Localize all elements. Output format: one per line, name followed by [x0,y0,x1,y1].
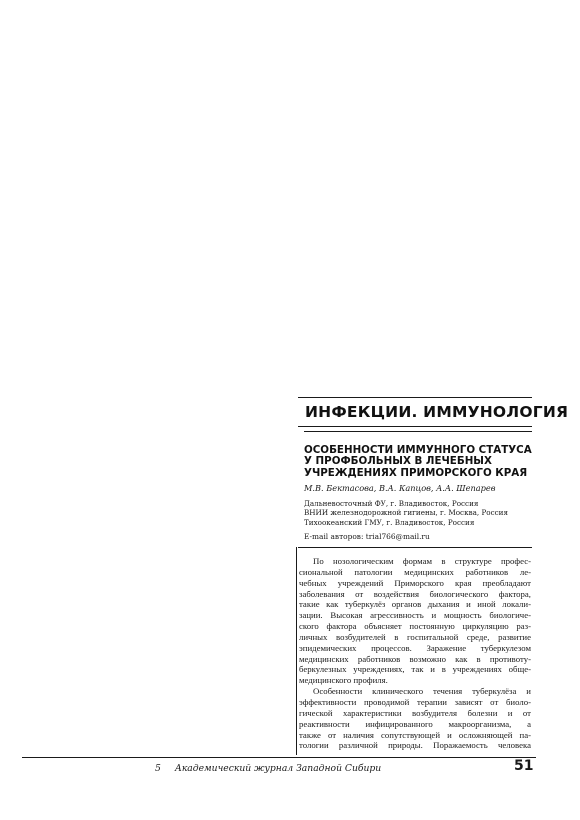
article-title-line: У ПРОФБОЛЬНЫХ В ЛЕЧЕБНЫХ [304,455,492,468]
affiliation-line: Тихоокеанский ГМУ, г. Владивосток, Россия [304,517,475,527]
section-rule-top [298,397,532,398]
body-line: беркулезных учреждениях, так и в учреждениях обще- [299,664,531,675]
body-line: медицинского профиля. [299,675,388,686]
body-line: реактивности инфицированного макроорганизма, а [299,718,531,729]
body-line: медицинских работников возможно как в противоту- [299,653,531,664]
article-authors: М.В. Бектасова, В.А. Капцов, А.А. Шепарев [304,483,496,493]
footer-rule [22,757,536,758]
body-line: По нозологическим формам в структуре профес- [313,556,531,566]
affiliation-line: Дальневосточный ФУ, г. Владивосток, Россия [304,499,479,508]
article-title-line: ОСОБЕННОСТИ ИММУННОГО СТАТУСА [304,444,532,456]
body-line: тологии различной природы. Поражаемость человека [299,740,531,751]
body-line: эпидемических процессов. Заражение туберкулезом [299,642,531,653]
article-title-line: УЧРЕЖДЕНИЯХ ПРИМОРСКОГО КРАЯ [304,466,528,479]
body-line: эффективности проводимой терапии зависят от биоло- [299,696,531,707]
body-rule-top [298,547,532,548]
journal-volume: 5 [155,763,161,774]
article-title [304,445,544,479]
body-line: зации. Высокая агрессивность и мощность биологиче- [299,610,531,621]
body-column-rule [296,547,297,755]
title-rule [304,431,532,432]
journal-name: Академический журнал Западной Сибири [174,763,382,774]
author-email: E-mail авторов: trial766@mail.ru [304,532,430,541]
body-line: также от наличия сопутствующей и осложняющей па- [299,729,531,740]
body-line: гической характеристики возбудителя болезни и от [299,707,531,718]
body-line: Особенности клинического течения туберкулёза и [313,686,531,697]
section-rule-bottom [298,426,532,427]
body-line: личных возбудителей в госпитальной среде, развитие [299,631,531,642]
running-footer [155,763,381,774]
body-line: такие как туберкулёз органов дыхания и иной локали- [299,599,531,610]
affiliation-line: ВНИИ железнодорожной гигиены, г. Москва, Россия [304,508,509,518]
body-line: ского фактора объясняет постоянную циркуляцию раз- [299,621,531,632]
page-number: 51 [514,758,534,774]
body-line: сиональной патологии медицинских работников ле- [299,566,531,577]
body-line: заболевания от воздействия биологического фактора, [299,588,531,599]
author-affiliations [304,499,508,527]
section-title: ИНФЕКЦИИ. ИММУНОЛОГИЯ [305,403,569,421]
body-line: чебных учреждений Приморского края преобладают [299,577,531,588]
article-body [299,556,531,751]
